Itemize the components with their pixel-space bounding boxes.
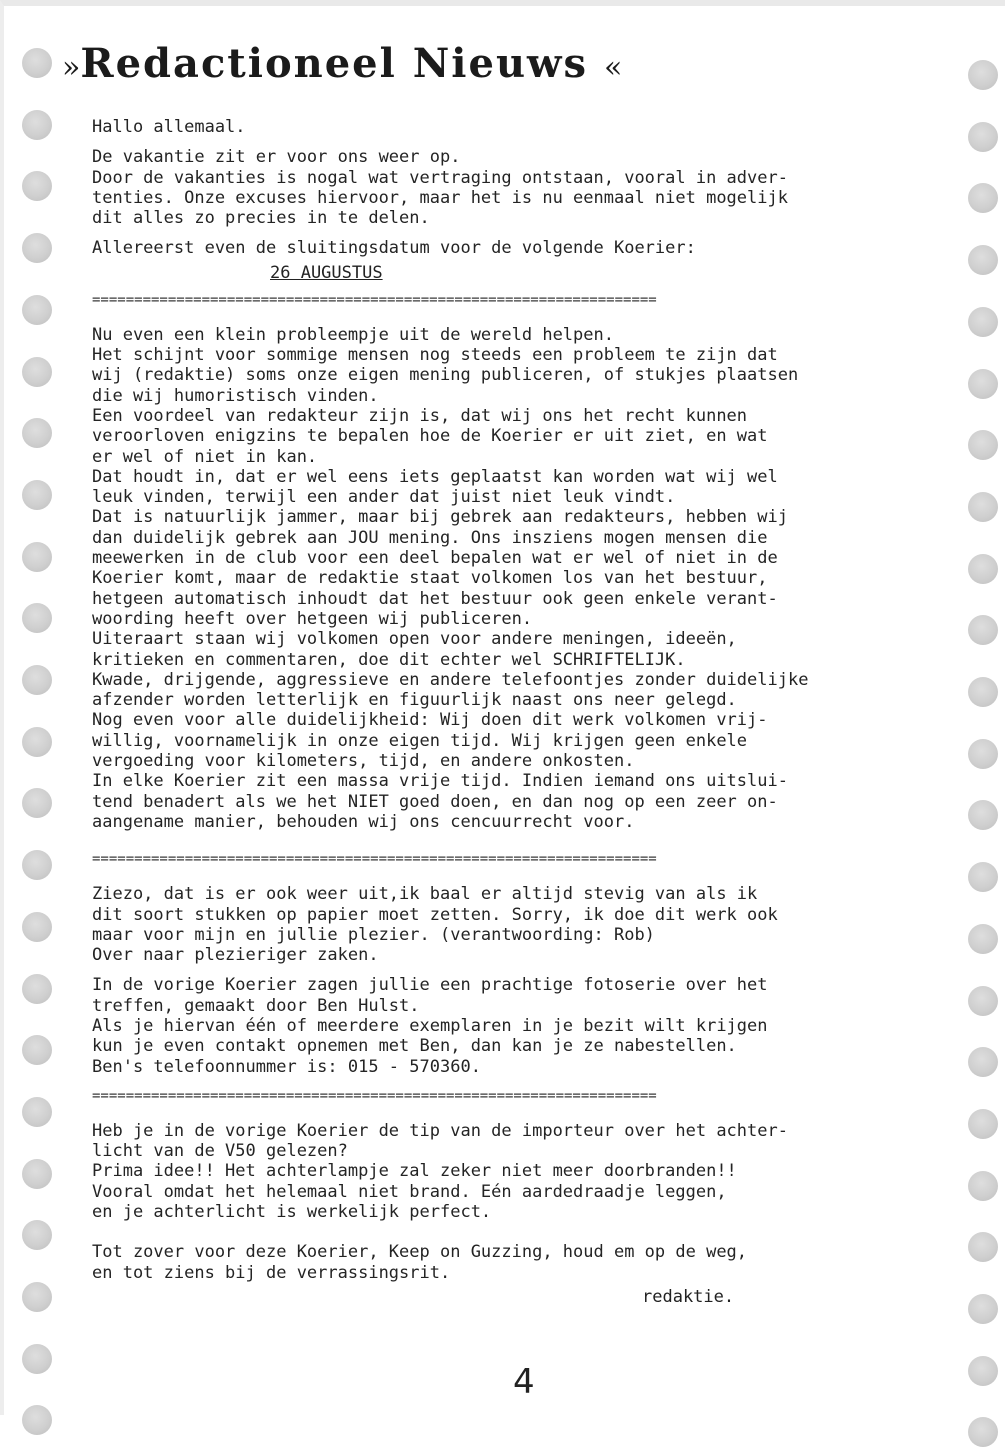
intro-paragraph: De vakantie zit er voor ons weer op. Door de vakanties is nogal wat vertraging ontstaan, vooral in adver- tenties. Onze excuses hiervoor, maar het is nu eenmaal niet mogelijk dit alles zo precies in te delen. — [92, 147, 788, 229]
article — [62, 40, 952, 1307]
binder-hole — [968, 60, 998, 90]
binder-hole — [22, 1035, 52, 1065]
deadline-date: 26 AUGUSTUS — [270, 262, 383, 283]
binder-hole — [968, 369, 998, 399]
binder-hole — [968, 1171, 998, 1201]
separator-line: =================================================================== — [92, 291, 657, 308]
page-number: 4 — [513, 1362, 535, 1402]
binder-hole — [968, 739, 998, 769]
binder-hole — [968, 1417, 998, 1447]
binder-hole — [22, 480, 52, 510]
binder-hole — [968, 245, 998, 275]
binder-hole — [968, 1109, 998, 1139]
photo-series-paragraph: In de vorige Koerier zagen jullie een prachtige fotoserie over het treffen, gemaakt door Ben Hulst. Als je hiervan één of meerdere exemplaren in je bezit wilt krijgen kun je even contakt opnemen met Ben, dan kan je ze nabestellen. Ben's telefoonnummer is: 015 - 570360. — [92, 975, 768, 1077]
left-binder-holes — [22, 0, 62, 1415]
farewell-paragraph: Tot zover voor deze Koerier, Keep on Guzzing, houd em op de weg, en tot ziens bij de verrassingsrit. — [92, 1242, 748, 1283]
binder-hole — [22, 1405, 52, 1435]
binder-hole — [22, 233, 52, 263]
separator-line: =================================================================== — [92, 851, 657, 868]
binder-hole — [968, 554, 998, 584]
binder-hole — [22, 788, 52, 818]
binder-hole — [968, 307, 998, 337]
signature: redaktie. — [642, 1286, 735, 1307]
binder-hole — [22, 665, 52, 695]
binder-hole — [968, 1294, 998, 1324]
right-binder-holes — [968, 0, 1005, 1415]
binder-hole — [968, 430, 998, 460]
binder-hole — [22, 1097, 52, 1127]
binder-hole — [968, 1047, 998, 1077]
binder-hole — [22, 603, 52, 633]
tip-paragraph: Heb je in de vorige Koerier de tip van de importeur over het achter- licht van de V50 gelezen? Prima idee!! Het achterlampje zal zeker niet meer doorbranden!! Vooral omdat het helemaal niet brand. Eén aardedraadje leggen, en je achterlicht is werkelijk perfect. — [92, 1120, 788, 1223]
opinion-paragraph: Nu even een klein probleempje uit de wereld helpen. Het schijnt voor sommige mensen nog steeds een probleem te zijn dat wij (redaktie) soms onze eigen mening publiceren, of stukjes plaatsen die wij humoristisch vinden. Een voordeel van redakteur zijn is, dat wij ons het recht kunnen veroorloven enigzins te bepalen hoe de Koerier er uit ziet, en wat er wel of niet in kan. Dat houdt in, dat er wel eens iets geplaatst kan worden wat wij wel leuk vinden, terwijl een ander dat juist niet leuk vindt. Dat is natuurlijk jammer, maar bij gebrek aan redakteurs, hebben wij dan duidelijk gebrek aan JOU mening. Ons insziens mogen mensen die meewerken in de club voor een deel bepalen wat er wel of niet in de Koerier komt, maar de redaktie staat volkomen los van het bestuur, hetgeen automatisch inhoudt dat het bestuur ook geen enkele verant- woording heeft over hetgeen wij publiceren. Uiteraart staan wij volkomen open voor andere meningen, ideeën, kritieken en commentaren, doe dit echter wel SCHRIFTELIJK. Kwade, drijgende, aggressieve en andere telefoontjes zonder duidelijke afzender worden letterlijk en figuurlijk naast ons neer gelegd. Nog even voor alle duidelijkheid: Wij doen dit werk volkomen vrij- willig, voornamelijk in onze eigen tijd. Wij krijgen geen enkele vergoeding voor kilometers, tijd, en andere onkosten. In elke Koerier zit een massa vrije tijd. Indien iemand ons uitslui- tend benadert als we het NIET goed doen, en dan nog op een zeer on- aangename manier, behouden wij ons cencuurrecht voor. — [92, 324, 809, 832]
binder-hole — [22, 542, 52, 572]
separator-line: =================================================================== — [92, 1087, 657, 1104]
binder-hole — [968, 183, 998, 213]
closing-remark-paragraph: Ziezo, dat is er ook weer uit,ik baal er altijd stevig van als ik dit soort stukken op papier moet zetten. Sorry, ik doe dit werk ook maar voor mijn en jullie plezier. (verantwoording: Rob) Over naar plezieriger zaken. — [92, 884, 778, 966]
binder-hole — [968, 677, 998, 707]
title-quote-close: « — [603, 50, 623, 85]
binder-hole — [22, 1159, 52, 1189]
title-quote-open: » — [62, 50, 81, 85]
binder-hole — [968, 924, 998, 954]
binder-hole — [22, 357, 52, 387]
binder-hole — [968, 1232, 998, 1262]
binder-hole — [22, 727, 52, 757]
binder-hole — [22, 1220, 52, 1250]
page-title — [62, 40, 952, 87]
deadline-label: Allereerst even de sluitingsdatum voor de volgende Koerier: — [92, 238, 696, 259]
binder-hole — [22, 850, 52, 880]
binder-hole — [968, 492, 998, 522]
greeting: Hallo allemaal. — [92, 117, 246, 137]
binder-hole — [22, 418, 52, 448]
binder-hole — [22, 912, 52, 942]
binder-hole — [22, 1344, 52, 1374]
binder-hole — [968, 986, 998, 1016]
binder-hole — [968, 1356, 998, 1386]
binder-hole — [22, 974, 52, 1004]
binder-hole — [22, 110, 52, 140]
binder-hole — [968, 122, 998, 152]
binder-hole — [22, 171, 52, 201]
binder-hole — [22, 295, 52, 325]
binder-hole — [22, 1282, 52, 1312]
binder-hole — [968, 615, 998, 645]
binder-hole — [968, 862, 998, 892]
binder-hole — [22, 48, 52, 78]
title-text: Redactioneel Nieuws — [80, 40, 588, 87]
binder-hole — [968, 800, 998, 830]
